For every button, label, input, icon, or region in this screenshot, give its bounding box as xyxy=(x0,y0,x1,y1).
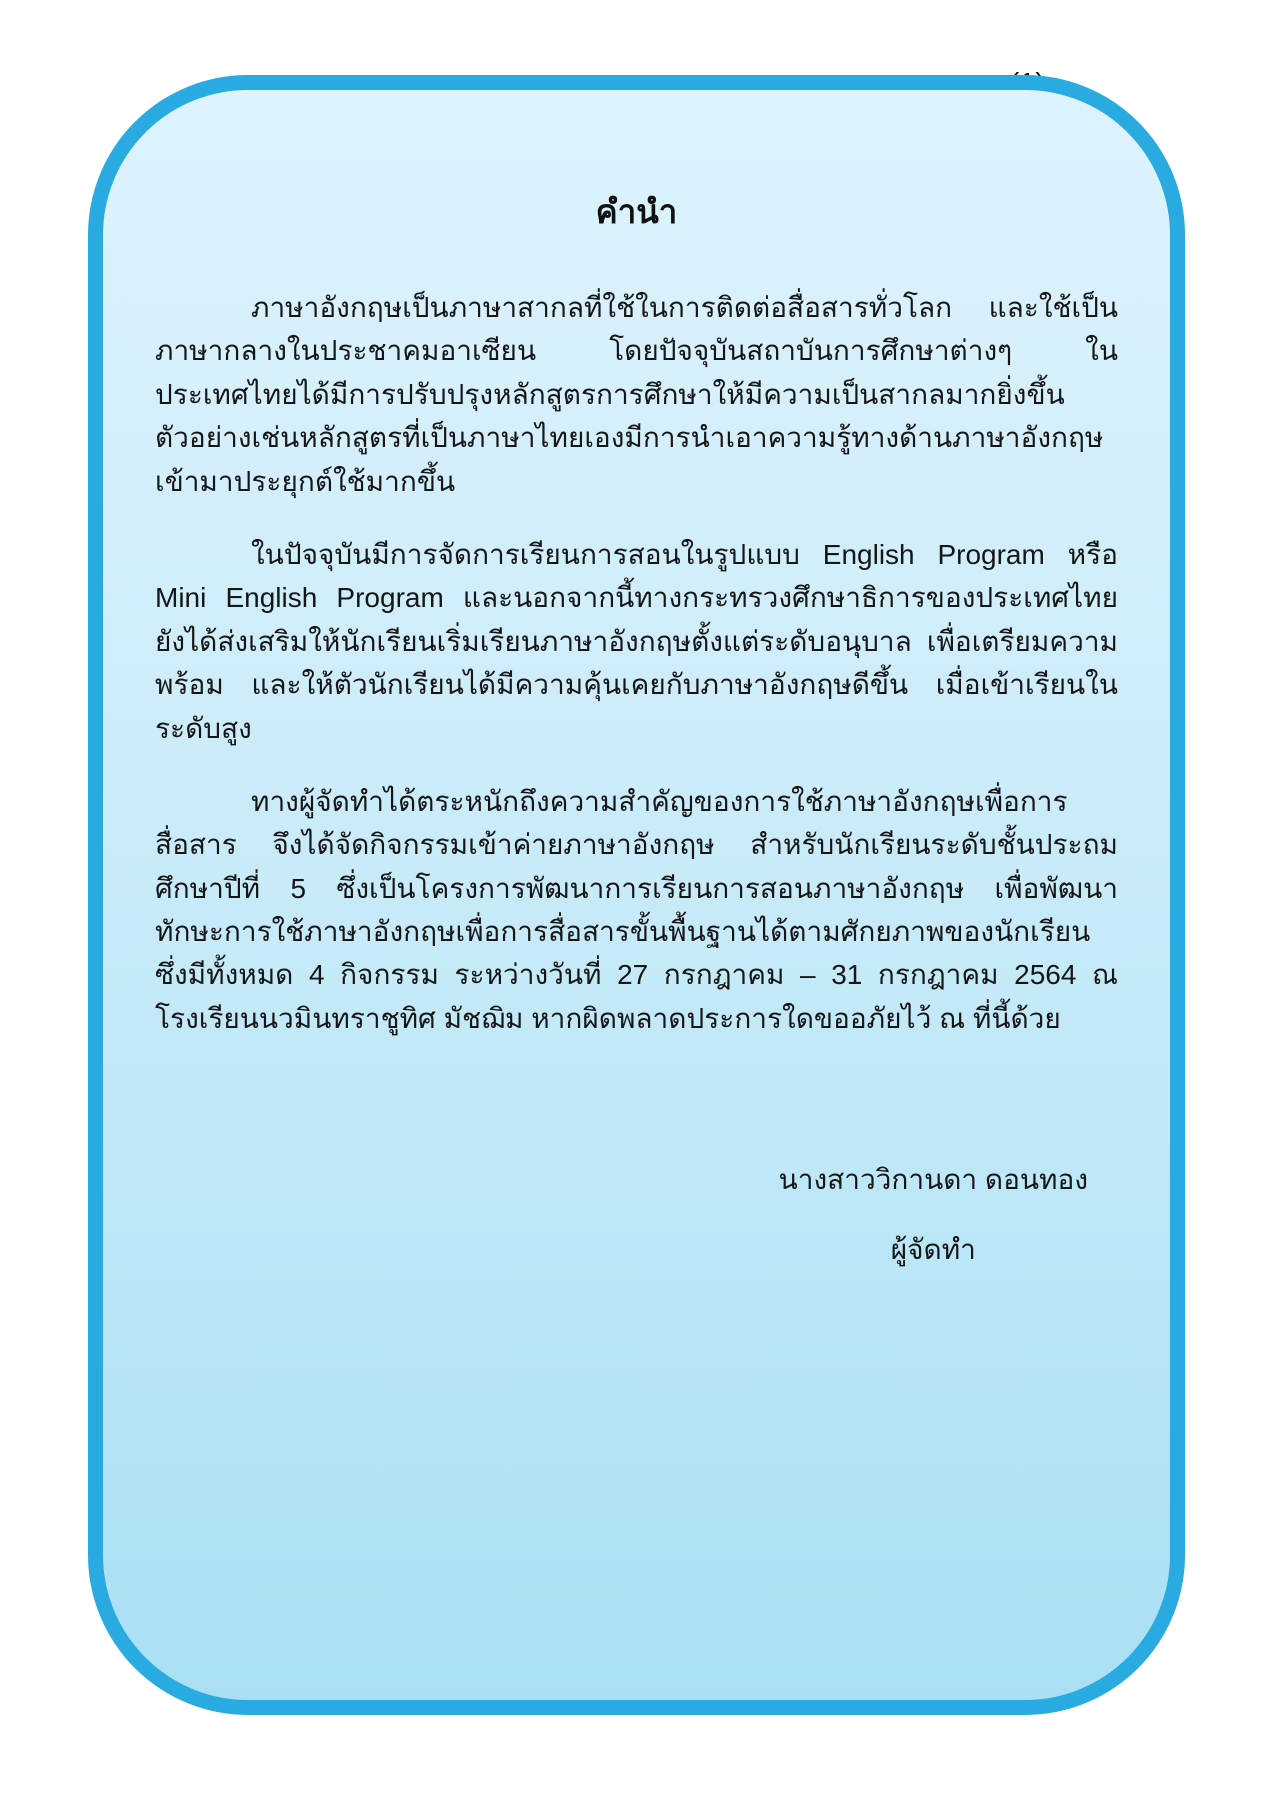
signature-role: ผู้จัดทำ xyxy=(890,1233,976,1265)
preface-content-box xyxy=(88,75,1185,1715)
paragraph-3: ทางผู้จัดทำได้ตระหนักถึงความสำคัญของการใช้ภาษาอังกฤษเพื่อการสื่อสาร จึงได้จัดกิจกรรมเข้าค่ายภาษาอังกฤษ สำหรับนักเรียนระดับชั้นประถมศึกษาปีที่ 5 ซึ่งเป็นโครงการพัฒนาการเรียนการสอนภาษาอังกฤษ เพื่อพัฒนาทักษะการใช้ภาษาอังกฤษเพื่อการสื่อสารขั้นพื้นฐานได้ตามศักยภาพของนักเรียน ซึ่งมีทั้งหมด 4 กิจกรรม ระหว่างวันที่ 27 กรกฎาคม – 31 กรกฎาคม 2564 ณ โรงเรียนนวมินทราชูทิศ มัชฌิม หากผิดพลาดประการใดขออภัยไว้ ณ ที่นี้ด้วย xyxy=(155,785,1118,1034)
signature-name: นางสาววิกานดา ดอนทอง xyxy=(778,1164,1088,1196)
paragraph-1: ภาษาอังกฤษเป็นภาษาสากลที่ใช้ในการติดต่อสื่อสารทั่วโลก และใช้เป็นภาษากลางในประชาคมอาเซียน โดยปัจจุบันสถาบันการศึกษาต่างๆ ในประเทศไทยได้มีการปรับปรุงหลักสูตรการศึกษาให้มีความเป็นสากลมากยิ่งขึ้น ตัวอย่างเช่นหลักสูตรที่เป็นภาษาไทยเองมีการนำเอาความรู้ทางด้านภาษาอังกฤษเข้ามาประยุกต์ใช้มากขึ้น xyxy=(155,292,1118,497)
paragraph-2: ในปัจจุบันมีการจัดการเรียนการสอนในรูปแบบ English Program หรือ Mini English Program และนอกจากนี้ทางกระทรวงศึกษาธิการของประเทศไทย ยังได้ส่งเสริมให้นักเรียนเริ่มเรียนภาษาอังกฤษตั้งแต่ระดับอนุบาล เพื่อเตรียมความพร้อม และให้ตัวนักเรียนได้มีความคุ้นเคยกับภาษาอังกฤษดีขึ้น เมื่อเข้าเรียนในระดับสูง xyxy=(155,538,1118,744)
signature-block xyxy=(779,1158,1088,1271)
page-title: คำนำ xyxy=(595,193,678,230)
